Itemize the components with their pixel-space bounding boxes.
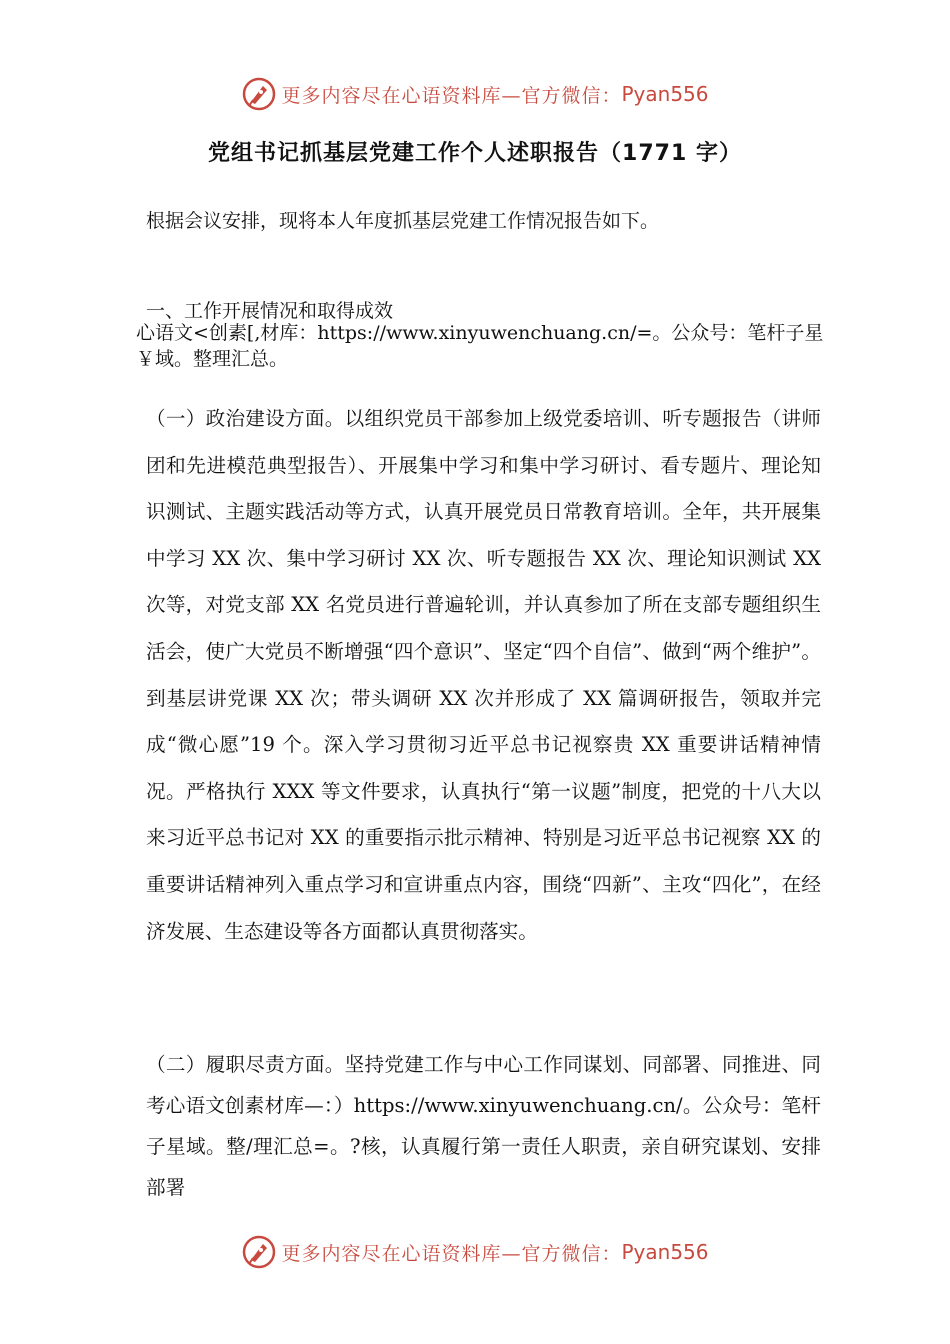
footer-banner (0, 1232, 950, 1272)
pen-nib-logo-icon (241, 76, 277, 112)
source-note: 心语文<创素[,材库：https://www.xinyuwenchuang.cn/=。公众号：笔杆子星￥域。整理汇总。 (136, 322, 824, 370)
paragraph-duty-performance: （二）履职尽责方面。坚持党建工作与中心工作同谋划、同部署、同推进、同考心语文创素材库—：）https://www.xinyuwenchuang.cn/。公众号：笔杆子星域。整/理汇总=。?核，认真履行第一责任人职责，亲自研究谋划、安排部署 (146, 1053, 821, 1199)
header-banner (0, 74, 950, 114)
paragraph-political-building: （一）政治建设方面。以组织党员干部参加上级党委培训、听专题报告（讲师团和先进模范典型报告）、开展集中学习和集中学习研讨、看专题片、理论知识测试、主题实践活动等方式，认真开展党员日常教育培训。全年，共开展集中学习 XX 次、集中学习研讨 XX 次、听专题报告 XX 次、理论知识测试 XX 次等，对党支部 XX 名党员进行普遍轮训，并认真参加了所在支部专题组织生活会，使广大党员不断增强“四个意识”、坚定“四个自信”、做到“两个维护”。到基层讲党课 XX 次；带头调研 XX 次并形成了 XX 篇调研报告，领取并完成“微心愿”19 个。深入学习贯彻习近平总书记视察贵 XX 重要讲话精神情况。严格执行 XXX 等文件要求，认真执行“第一议题”制度，把党的十八大以来习近平总书记对 XX 的重要指示批示精神、特别是习近平总书记视察 XX 的重要讲话精神列入重点学习和宣讲重点内容，围绕“四新”、主攻“四化”，在经济发展、生态建设等各方面都认真贯彻落实。 (146, 407, 821, 943)
document-title: 党组书记抓基层党建工作个人述职报告（1771 字） (208, 141, 742, 166)
banner-wechat-id: Pyan556 (621, 1240, 709, 1264)
banner-wechat-id: Pyan556 (621, 82, 709, 106)
banner-text: 更多内容尽在心语资料库—官方微信： (281, 1242, 622, 1265)
banner-text: 更多内容尽在心语资料库—官方微信： (281, 84, 622, 107)
intro-paragraph: 根据会议安排，现将本人年度抓基层党建工作情况报告如下。 (146, 210, 660, 232)
section-heading: 一、工作开展情况和取得成效 (146, 300, 394, 322)
pen-nib-logo-icon (241, 1234, 277, 1270)
